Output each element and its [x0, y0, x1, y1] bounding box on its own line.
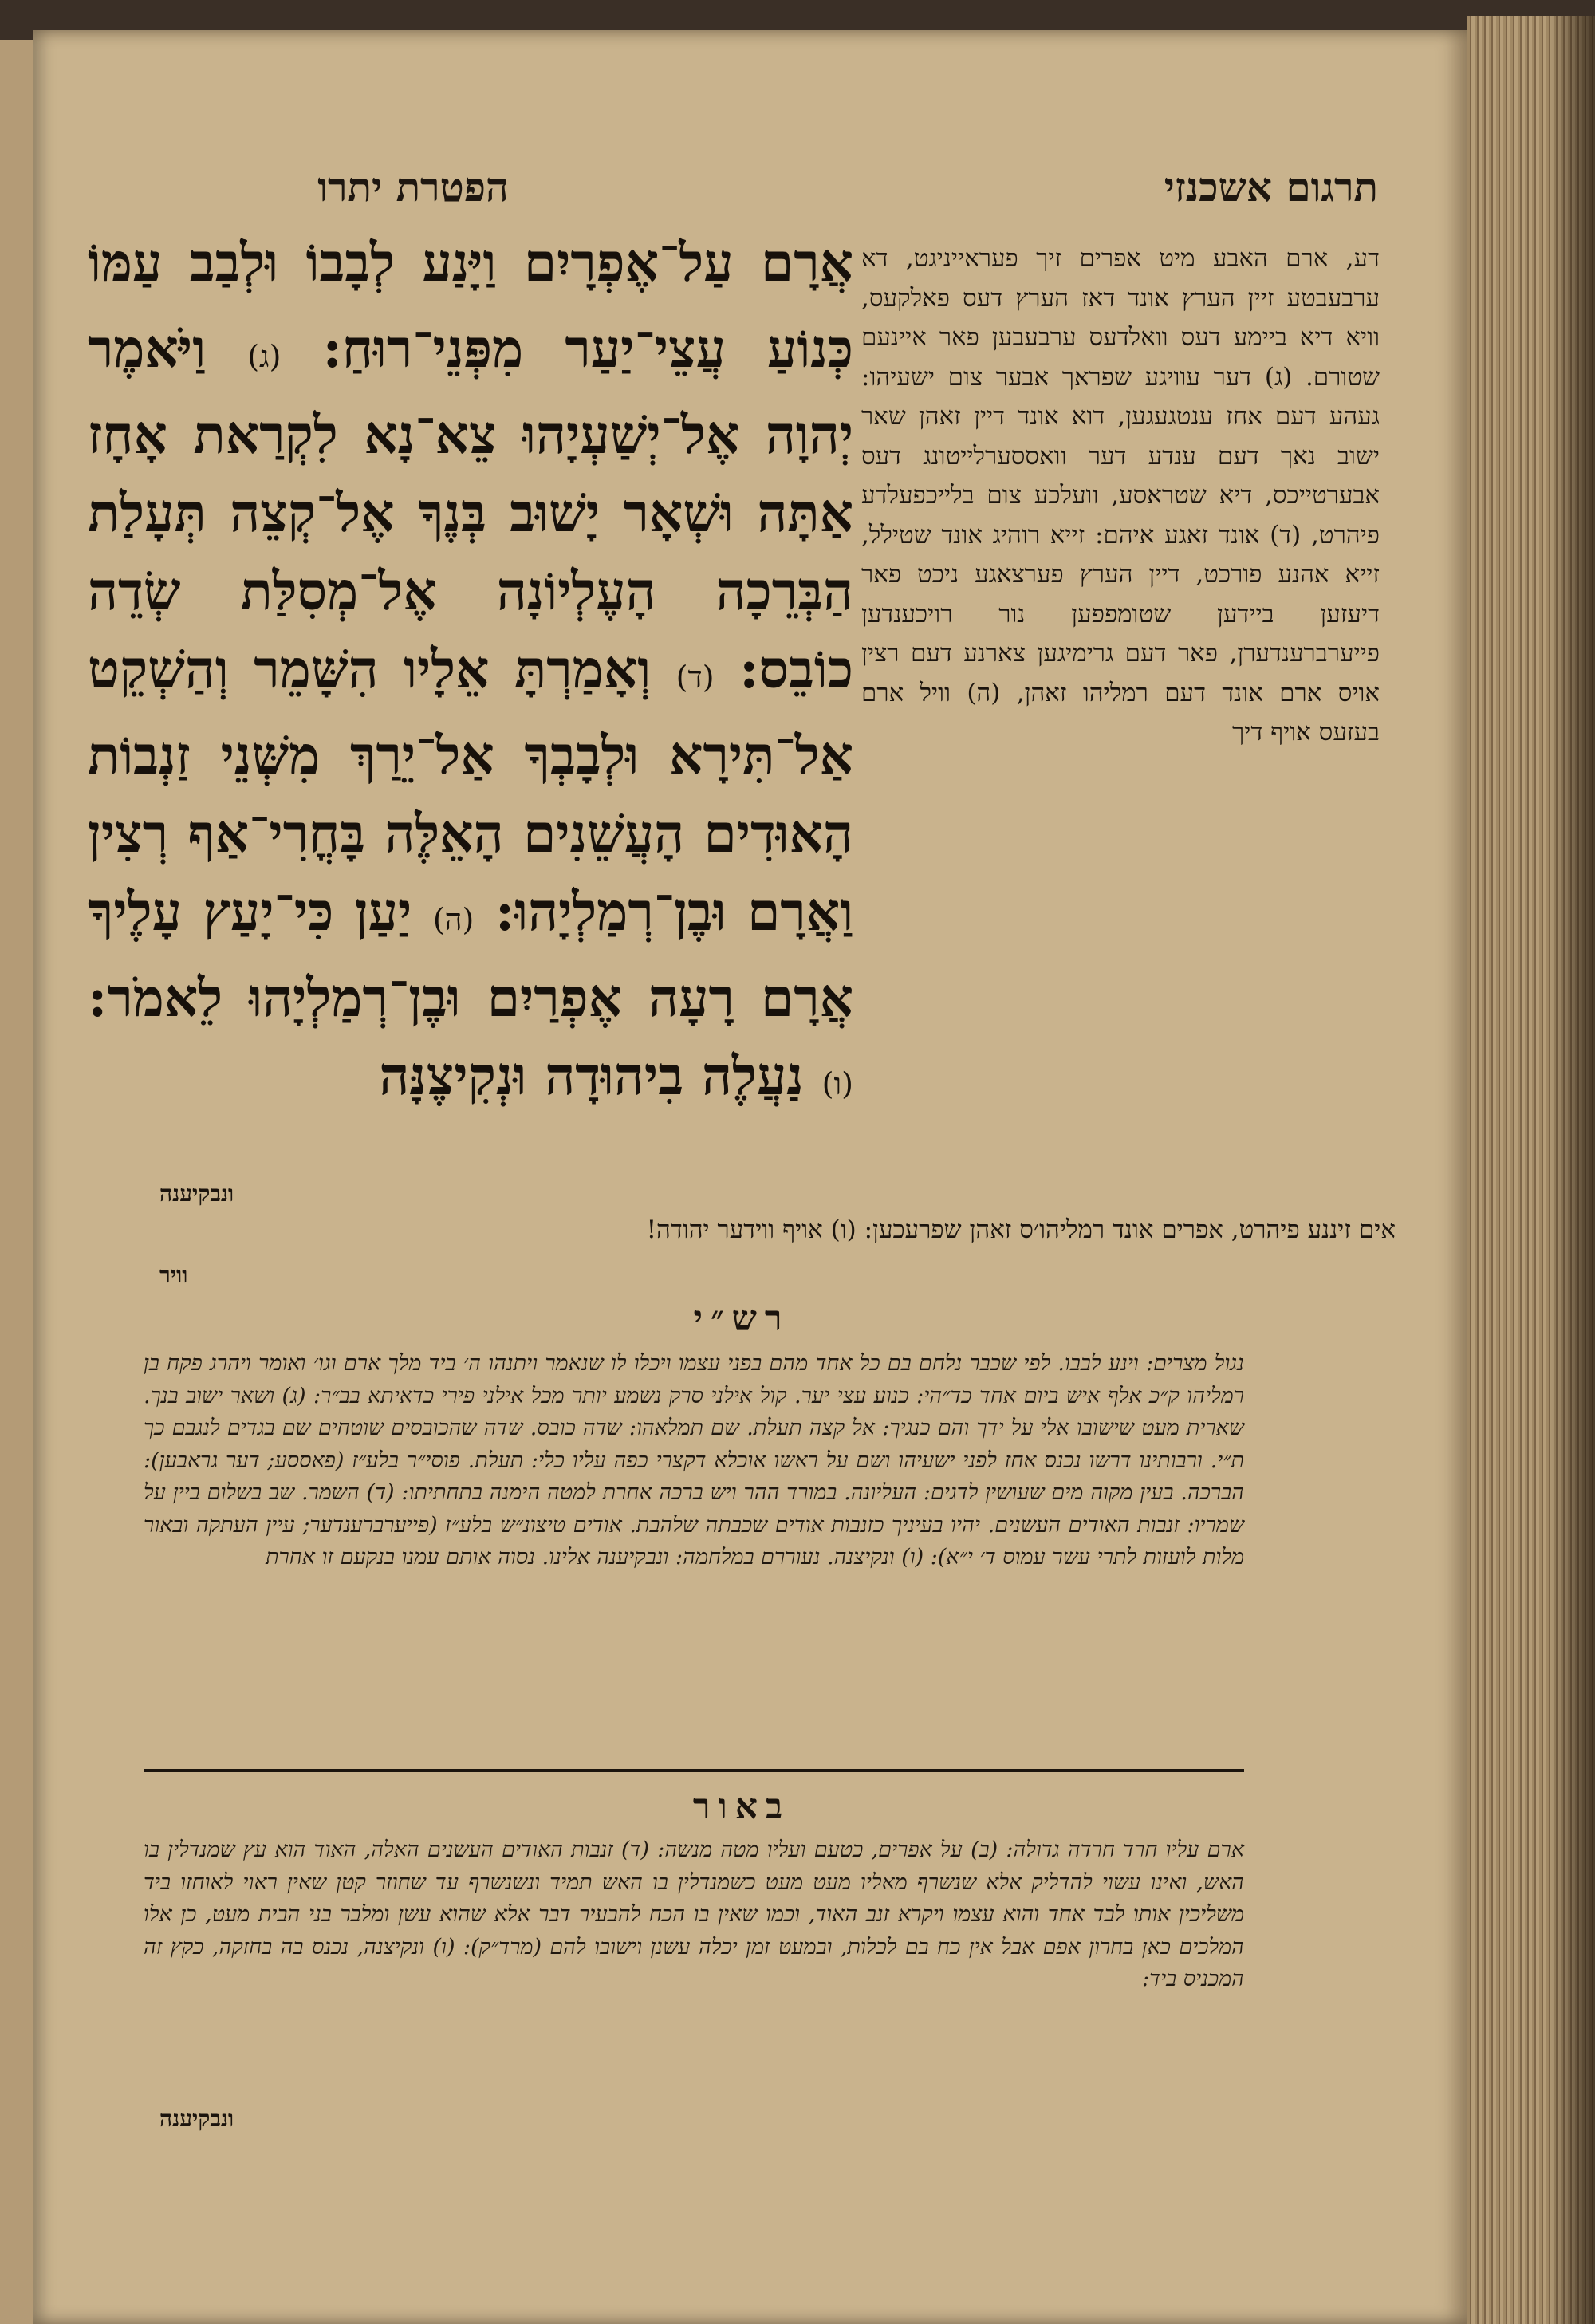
page-edges: [1467, 16, 1595, 2324]
verse: אֲרָם עַל־אֶפְרָיִם וַיָּנַע לְבָבוֹ וּלְבַב עַמּוֹ כְּנוֹעַ עֲצֵי־יַעַר מִפְּנֵי־רוּחַ:: [88, 231, 854, 380]
running-head-targum: תרגום אשכנזי: [1164, 163, 1378, 211]
rashi-commentary: נגול מצרים: וינע לבבו. לפי שכבר נלחם בם כל אחד מהם בפני עצמו ויכלו לו שנאמר ויתנהו ה׳ ביד מלך ארם וגו׳ ואומר ויהרג פקח בן רמליהו ק״כ אלף איש ביום אחד כד״הי: כנוע עצי יער. קול אילני סרק נשמע יותר מכל אילני פירי כדאיתא בב״ר: (ג) ושאר ישוב בנך. שארית מעט שישובו אלי על ידך והם כנגיך: אל קצה תעלת. שם תמלאהו: שדה כובס. שדה שהכובסים שוטחים שם בגדים לנגבם כך ת״י. ורבותינו דרשו נכנס אחז לפני ישעיהו ושם על ראשו אוכלא דקצרי כפה עליו כלי: תעלת. פוסי״ר בלע״ז (פאססע; דער גראבען): הברכה. בעין מקוה מים שעושין לדגים: העליונה. במורד ההר ויש ברכה אחרת למטה הימנה בתחתיתו: (ד) השמר. שב בשלום ביין על שמריו: זנבות האודים העשנים. יהיו בעיניך כזנבות אודים שכבתה שלהבת. אודים טיצונ״ש בלע״ז (פייערברענדער; עיין העתקה ובאור מלות לועזות לתרי עשר עמוס ד׳ י״א): (ו) ונקיצנה. נעוררם במלחמה: ונבקיענה אלינו. נסוה אותם עמנו בנקעם זו אחרת: [144, 1351, 1244, 1570]
verse: (ה) יַעַן כִּי־יָעַץ עָלֶיךָ אֲרָם רָעָה אֶפְרַיִם וּבֶן־רְמַלְיָהוּ לֵאמֹר:: [88, 880, 853, 1029]
yiddish-translation-column: דע, ארם האבע מיט אפרים זיך פעראייניגט, דא ערבעבטע זיין הערץ אונד דאז הערץ דעס פאלקעס, וויא דיא ביימע דעס וואלדעס ערבעבען פאר איינעם שטורם. (ג) דער עוויגע שפראך אבער צום ישעיהו: געהע דעם אחז ענטגעגען, דוא אונד דיין זאהן שאר ישוב נאך דעם ענדע דער וואססערלייטונג דעס אבערטייכס, דיא שטראסע, וועלכע צום בלייכפעלדע פיהרט, (ד) אונד זאגע איהם: זייא רוהיג אונד שטילל, זייא אהנע פורכט, דיין הערץ פערצאגע ניכט פאר דיעזען ביידען שטומפפען נור רויכענדען פייערברענדערן, פאר דעם גרימיגען צארנע דעם רצין אויס ארם אונד דעם רמליהו זאהן, (ה) וויל ארם בעזעס אויף דיך: [861, 244, 1380, 746]
verse: (ג) וַיֹּאמֶר יְהוָה אֶל־יְשַׁעְיָהוּ צֵא־נָא לִקְרַאת אָחָז אַתָּה וּשְׁאָר יָשׁוּב בְּנֶךָ אֶל־קְצֵה תְּעָלַת הַבְּרֵכָה הָעֶלְיוֹנָה אֶל־מְסִלַּת שְׂדֵה כוֹבֵס:: [88, 317, 854, 700]
hebrew-text-column: [88, 223, 853, 1164]
facing-page-edge: [0, 40, 33, 2324]
beur-heading: באור: [692, 1786, 791, 1827]
catchword: ונבקיענה: [160, 2105, 234, 2132]
verse: (ו) נַעֲלֶה בִיהוּדָה וּנְקִיצֶנָּה: [379, 1045, 853, 1107]
section-divider: [144, 1769, 1244, 1772]
catchword: וויר: [160, 1262, 188, 1288]
catchword: ונבקיענה: [160, 1180, 234, 1207]
beur-commentary: ארם עליו חרד חרדה גדולה: (ב) על אפרים, כטעם ועליו מטה מנשה: (ד) זנבות האודים העשנים האלה, האוד הוא עץ שמנדלין בו האש, ואינו עשוי להדליק אלא שנשרף מאליו מעט מעט כשמנדלין בו האש תמיד ונשנשרף עד שחוזר קטן שאין ראוי לאוחזו ביד משליכין אותו לבד אחד והוא עצמו ויקרא זנב האוד, וכמו שאין בו הכח להבעיר דבר אלא שהוא עשן ומלבר בני הבית מעט, כן אלו המלכים כאן בחרון אפם אבל אין כח בם לכלות, ובמעט זמן יכלה עשנן וישובו להם (מרד״ק): (ו) ונקיצנה, נכנס בה בחזקה, כקץ זה המכניס ביד:: [144, 1838, 1244, 1991]
verse: (ד) וְאָמַרְתָּ אֵלָיו הִשָּׁמֵר וְהַשְׁקֵט אַל־תִּירָא וּלְבָבְךָ אַל־יֵרַךְ מִשְּׁנֵי זַנְבוֹת הָאוּדִים הָעֲשֵׁנִים הָאֵלֶּה בָּחֳרִי־אַף רְצִין וַאֲרָם וּבֶן־רְמַלְיָהוּ:: [88, 638, 853, 943]
translation-continuation-line: אים זיננע פיהרט, אפרים אונד רמליהו׳ס זאהן שפרעכען: (ו) אויף ווידער יהודה!: [646, 1215, 1396, 1244]
rashi-heading: רש״י: [693, 1298, 790, 1339]
running-head-haftarah: הפטרת יתרו: [317, 163, 509, 211]
